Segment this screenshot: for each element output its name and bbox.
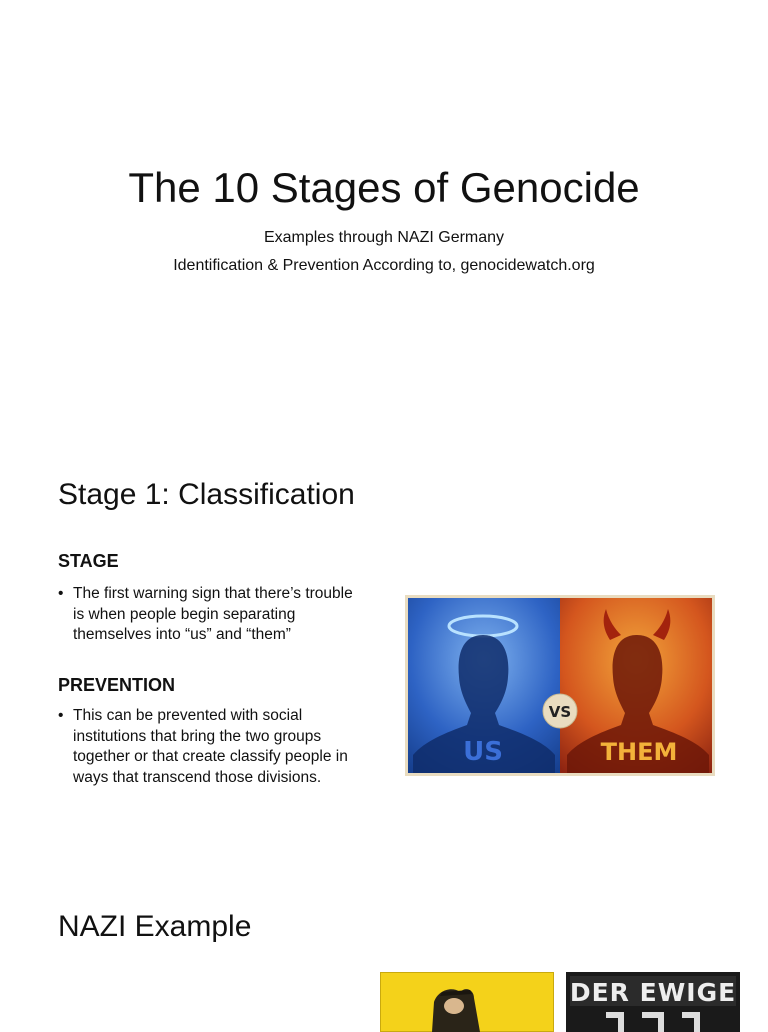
bullet-dot-icon: • [58,585,64,602]
stage-1-slide [0,430,768,850]
poster-image-1 [380,972,554,1032]
stage-bullet-text: The first warning sign that there’s trouble is when people begin separating themselves into “us” and “them” [73,585,353,643]
stage-heading: STAGE [58,551,119,571]
nazi-example-slide [0,850,768,1024]
stage-title: Stage 1: Classification [58,478,355,511]
subtitle-examples: Examples through NAZI Germany [263,229,505,246]
subtitle-source: Identification & Prevention According to, genocidewatch.org [173,257,595,274]
prevention-bullet-text: This can be prevented with social institutions that bring the two groups together or that create classify people in ways that transcend those divisions. [73,707,348,786]
stage-bullet [58,584,363,646]
vs-label: VS [548,703,572,721]
poster-image-2 [566,972,740,1032]
bullet-dot-icon: • [58,707,64,724]
them-label: THEM [600,738,678,766]
us-vs-them-image [405,595,715,776]
presentation-title: The 10 Stages of Genocide [128,164,640,211]
prevention-heading: PREVENTION [58,675,176,695]
prevention-bullet [58,706,363,788]
poster-title-text: DER EWIGE [569,978,737,1007]
example-title: NAZI Example [58,910,252,943]
title-slide [0,0,768,430]
us-label: US [463,737,503,767]
